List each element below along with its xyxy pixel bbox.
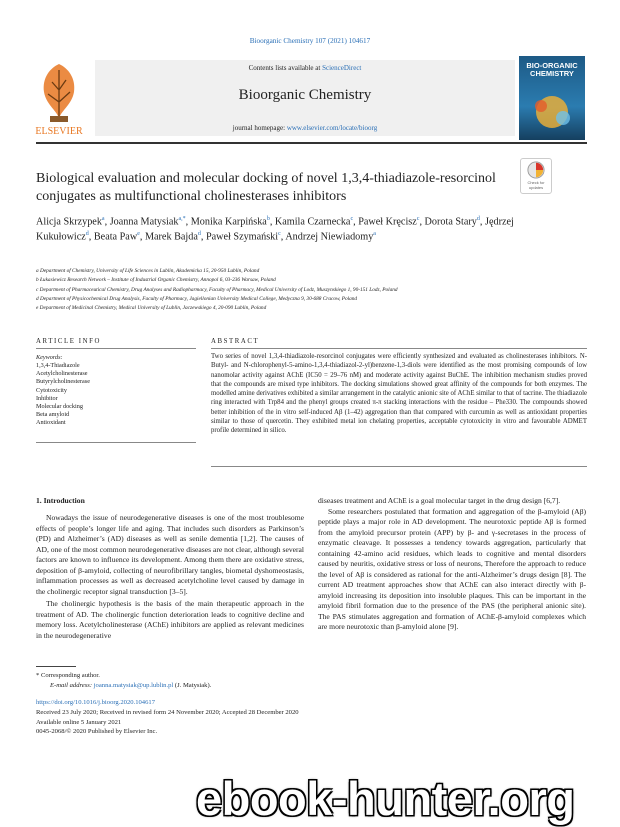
body-paragraph: Nowadays the issue of neurodegenerative diseases is one of the most troublesome effects of people’s longer life and aging. That includes such disorders as Parkinson’s (PD) and Alzheimer’s (AD) diseases as well as senile dementia [1,2]. The causes of AD, one of the most common neurodegenerative diseases are not clear, although several factors are known to influence its development. Among them there are oxidative stress, deposition of β-amyloid, collecting of neurofibrillary tangles, biometal dyshomeostasis, inflammation processes as well as decreased acetylcholine level caused by damage in the cholinergic receptor signal transduction [3–5].: [36, 513, 304, 596]
affiliation-item: e Department of Medicinal Chemistry, Medical University of Lublin, Jaczewskiego 4, 20-090 Lublin, Poland: [36, 305, 267, 312]
author-affiliation-mark[interactable]: d: [85, 231, 89, 238]
keywords-label: Keywords:: [36, 354, 63, 361]
contents-line: [95, 64, 515, 72]
author-name[interactable]: Beata Paw: [93, 231, 138, 243]
author-affiliation-mark[interactable]: b: [266, 216, 270, 222]
author-affiliation-mark[interactable]: c: [278, 231, 281, 238]
sciencedirect-link[interactable]: ScienceDirect: [322, 64, 362, 72]
body-paragraph: diseases treatment and AChE is a goal molecular target in the drug design [6,7].: [318, 496, 561, 505]
journal-reference[interactable]: Bioorganic Chemistry 107 (2021) 104617: [249, 37, 371, 45]
email-line: [36, 681, 336, 691]
author-name[interactable]: Alicja Skrzypek: [36, 216, 102, 228]
keyword-item: Acetylcholinesterase: [36, 370, 88, 378]
abstract-heading: ABSTRACT: [211, 338, 260, 345]
author-name[interactable]: Paweł Kręcisz: [358, 216, 417, 228]
check-updates-label: Check for updates: [527, 180, 545, 190]
author-name[interactable]: Joanna Matysiak: [109, 216, 179, 228]
author-affiliation-mark[interactable]: a: [373, 231, 376, 238]
body-paragraph: The cholinergic hypothesis is the basis of the main therapeutic approach in the treatment of AD. The cholinergic function deterioration leads to cognitive decline and memory loss. Acetylcholinesterase (AChE) inhibitors are applied as relevant medicines in the neurodegenerative: [36, 599, 304, 640]
author-affiliation-mark[interactable]: a: [101, 216, 105, 222]
abstract-bottom-divider: [211, 466, 587, 467]
check-for-updates-button[interactable]: [520, 158, 552, 194]
homepage-prefix: journal homepage:: [232, 124, 287, 132]
author-name[interactable]: Monika Karpińska: [190, 216, 267, 228]
affiliation-item: a Department of Chemistry, University of Life Sciences in Lublin, Akademicka 15, 20-950 Lublin, Poland: [36, 268, 260, 274]
author-name[interactable]: Jędrzej Kukułowicz: [36, 216, 514, 243]
abstract-divider: [211, 348, 587, 349]
contents-prefix: Contents lists available at: [248, 64, 323, 72]
dates-line: Available online 5 January 2021: [36, 718, 122, 726]
header-divider: [36, 142, 587, 144]
affiliation-item: b Łukasiewicz Research Network – Institute of Industrial Organic Chemistry, Annopol 6, 03-236 Warsaw, Poland: [36, 277, 276, 284]
author-affiliation-mark[interactable]: a,*: [178, 216, 186, 222]
email-suffix: (J. Matysiak).: [173, 682, 212, 689]
keyword-item: Antioxidant: [36, 419, 66, 427]
cover-title: BIO-ORGANIC CHEMISTRY: [526, 61, 578, 78]
article-info-heading: ARTICLE INFO: [36, 338, 102, 345]
check-updates-icon: [527, 161, 545, 179]
introduction-heading: 1. Introduction: [36, 496, 85, 505]
keyword-item: Butyrylcholinesterase: [36, 378, 90, 386]
dates-line: 0045-2068/© 2020 Published by Elsevier Inc.: [36, 728, 158, 736]
footnote: [36, 671, 336, 691]
author-affiliation-mark[interactable]: c: [416, 216, 420, 222]
author-name[interactable]: Marek Bajda: [144, 231, 198, 243]
keyword-item: Molecular docking: [36, 403, 83, 411]
homepage-line: [95, 124, 515, 132]
keyword-item: Cytotoxicity: [36, 386, 67, 394]
keywords-list: [36, 362, 196, 428]
affiliations: [36, 267, 586, 313]
footnote-divider: [36, 666, 76, 667]
doi-link[interactable]: https://doi.org/10.1016/j.bioorg.2020.104617: [36, 699, 155, 706]
journal-name: Bioorganic Chemistry: [238, 87, 372, 103]
body-column-right: [318, 496, 586, 633]
author-name[interactable]: Andrzej Niewiadomy: [285, 231, 374, 243]
body-column-left: [36, 513, 304, 643]
email-label: E-mail address:: [50, 682, 94, 689]
author-list: Alicja Skrzypek$^a$, Joanna Matysiak$^{a,*}$, Monika Karpińska$^b$, Kamila Czarnecka$^c$, Paweł Kręcisz$^c$, Dorota Stary$^d$, Jędrzej Kukułowicz$^d$, Beata Paw$^e$, Marek Bajda$^d$, Paweł Szymański$^c$, Andrzej Niewiadomy$^a$: [36, 216, 514, 243]
keywords-bottom-divider: [36, 442, 196, 443]
watermark-text: ebook-hunter.org: [196, 772, 575, 825]
author-affiliation-mark[interactable]: c: [350, 216, 354, 222]
author-affiliation-mark[interactable]: d: [476, 216, 480, 222]
article-title: Biological evaluation and molecular docking of novel 1,3,4-thiadiazole-resorcinol conjugates as multifunctional cholinesterases inhibitors: [36, 171, 496, 204]
publisher-logo-text: ELSEVIER: [35, 126, 83, 137]
abstract-text: Two series of novel 1,3,4-thiadiazole-resorcinol conjugates were efficiently synthesized and evaluated as cholinesterases inhibitors. N-Butyl- and N-chlorophenyl-5-amino-1,3,4-thiadiazol-2-yl)benzene-1,3-diols were identified as the most promising compounds of low nanomolar activity against AChE (IC50 = 29–76 nM) and moderate activity against BuChE. The inhibition mechanism studies proved that the compounds are mixed type inhibitors. The docking simulations showed great affinity of the compounds for both enzymes. The modelled amine derivatives exhibited a similar arrangement in the catalytic anionic site of AChE similar to that of tacrine. The thiadiazole ring interacted with Trp84 and the phenyl groups created π-π stacking interactions with the residue – Phe330. The compounds showed better inhibition of the in vitro self-induced Aβ (1–42) aggregation than that compared with curcumin as well as antioxidant properties similar to those of quercetin. They exhibited metal ion chelating properties, acceptable cytotoxicity in vitro and favourable ADMET profile determined in silico.: [211, 353, 587, 435]
author-affiliation-mark[interactable]: d: [197, 231, 201, 238]
affiliation-item: d Department of Physicochemical Drug Analysis, Faculty of Pharmacy, Jagiellonian University Medical College, Medyczna 9, 30-688 Cracow, Poland: [36, 295, 358, 302]
body-paragraph: Some researchers postulated that formation and aggregation of the β-amyloid (Aβ) peptide plays a major role in AD development. The neurotoxic peptide Aβ is formed from the amyloid precursor protein (APP) by β- and γ-secretases in the process of enzymatic cleavage. It possesses a tendency towards aggregation, particularly that containing 42-amino acid residues, which leads to cognitive and mental disorders caused by neuritis, oxidative stress or loss of neurons, Therefore the approach to reduce the level of Aβ is considered as rational for the anti-Alzheimer’s drugs design [8]. The current AD treatment approaches show that AChE can also interact directly with β-amyloid increasing its deposition into insoluble plaques. This can be important in the amyloid fibril formation due to the presence of the PAS (the peripheral anionic site). The PAS stimulates aggregation and formation of AChE-β-amyloid complexes which are more neurotoxic than β-amyloid alone [9].: [318, 506, 586, 631]
corresponding-author-note: * Corresponding author.: [36, 672, 100, 679]
email-link[interactable]: joanna.matysiak@up.lublin.pl: [93, 682, 174, 689]
elsevier-logo: [28, 58, 90, 138]
author-name[interactable]: Kamila Czarnecka: [274, 216, 351, 228]
author-name[interactable]: Dorota Stary: [424, 216, 477, 228]
keyword-item: Beta amyloid: [36, 411, 70, 419]
dates-line: Received 23 July 2020; Received in revised form 24 November 2020; Accepted 28 December 2020: [36, 709, 299, 716]
homepage-link[interactable]: www.elsevier.com/locate/bioorg: [286, 124, 378, 132]
author-affiliation-mark[interactable]: e: [137, 231, 140, 238]
author-name[interactable]: Paweł Szymański: [205, 231, 279, 243]
keyword-item: Inhibitor: [36, 394, 58, 402]
affiliation-item: c Department of Pharmaceutical Chemistry, Drug Analyses and Radiopharmacy, Faculty of Pharmacy, Medical University of Lodz, Muszynskiego 1, 90-151 Lodz, Poland: [36, 286, 398, 293]
keyword-item: 1,3,4-Thiadiazole: [36, 362, 80, 369]
publication-dates: [36, 708, 299, 737]
article-info-divider: [36, 348, 196, 349]
